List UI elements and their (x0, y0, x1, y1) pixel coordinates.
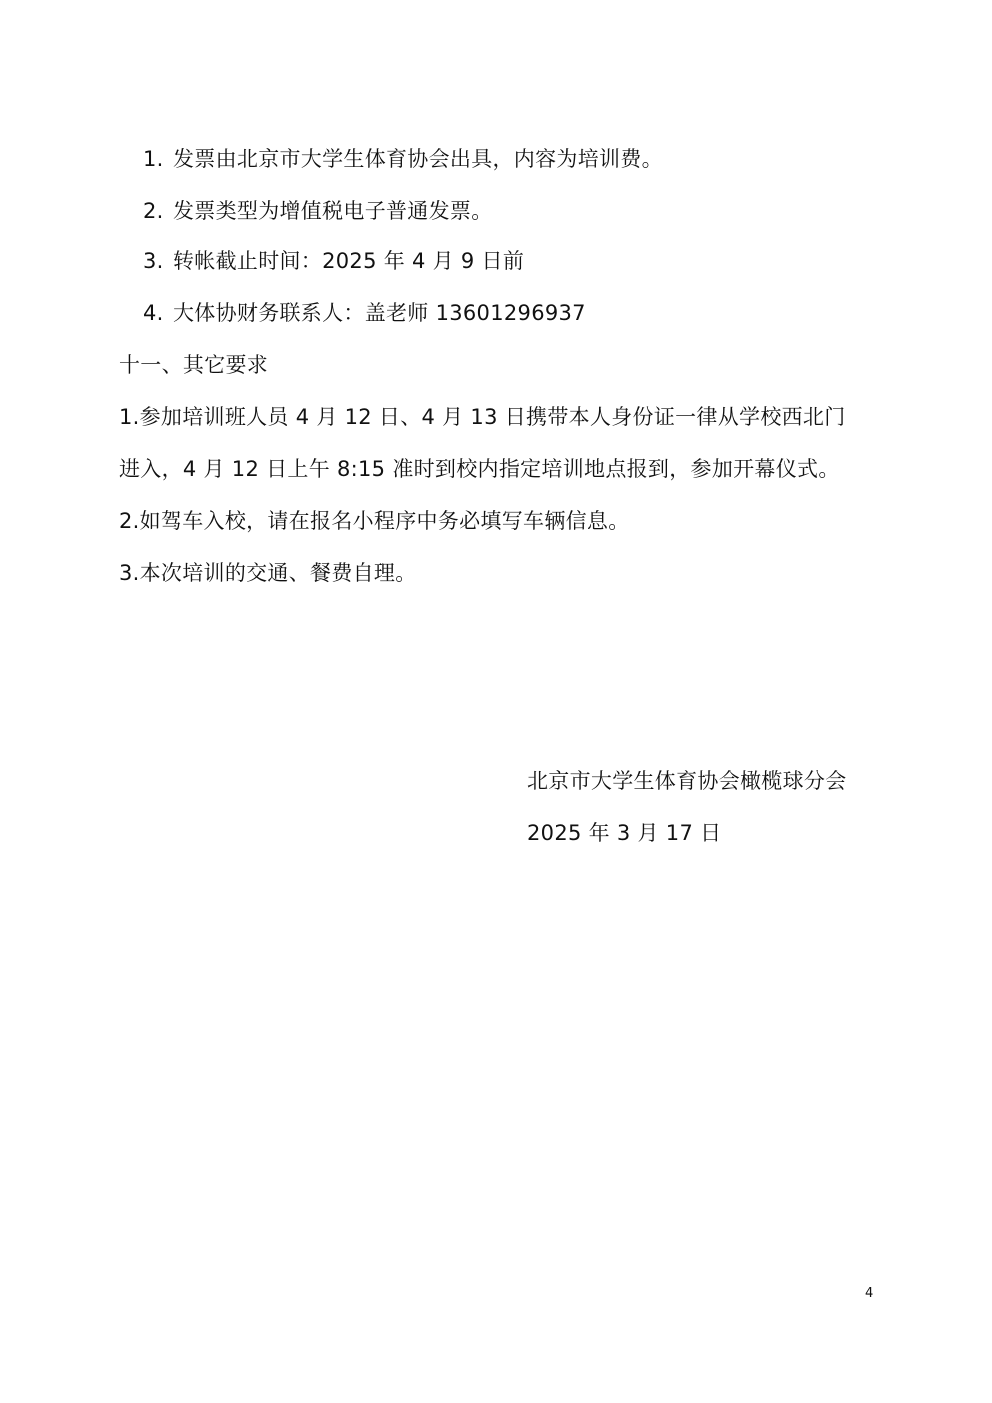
paragraph: 3.本次培训的交通、餐费自理。 (119, 561, 417, 585)
list-item (143, 144, 663, 174)
list-item-number: 3. (143, 249, 164, 273)
list-item (143, 246, 524, 276)
list-item-number: 4. (143, 301, 164, 325)
signature-date: 2025 年 3 月 17 日 (527, 821, 722, 845)
list-item-number: 2. (143, 199, 164, 223)
list-item-text: 转帐截止时间：2025 年 4 月 9 日前 (173, 249, 525, 273)
list-item-text: 发票类型为增值税电子普通发票。 (173, 199, 493, 223)
paragraph: 进入，4 月 12 日上午 8:15 准时到校内指定培训地点报到，参加开幕仪式。 (119, 457, 840, 481)
paragraph: 1.参加培训班人员 4 月 12 日、4 月 13 日携带本人身份证一律从学校西北门 (119, 405, 846, 429)
list-item-text: 发票由北京市大学生体育协会出具，内容为培训费。 (173, 147, 663, 171)
page-number: 4 (865, 1286, 874, 1301)
section-heading: 十一、其它要求 (119, 353, 269, 377)
signature-organization: 北京市大学生体育协会橄榄球分会 (527, 769, 847, 793)
list-item-number: 1. (143, 147, 164, 171)
list-item (143, 196, 493, 226)
list-item (143, 298, 586, 328)
list-item-text: 大体协财务联系人：盖老师 13601296937 (173, 301, 586, 325)
paragraph: 2.如驾车入校，请在报名小程序中务必填写车辆信息。 (119, 509, 630, 533)
